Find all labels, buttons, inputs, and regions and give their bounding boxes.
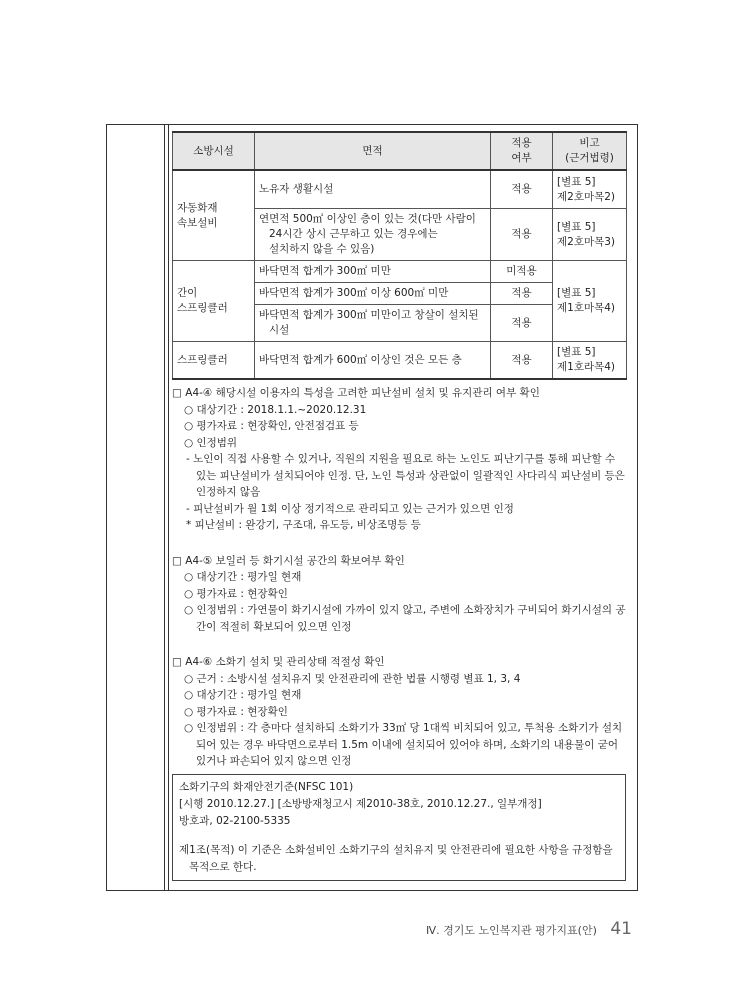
section-a4-6	[172, 654, 628, 881]
area-cell: 바닥면적 합계가 300㎡ 미만이고 창살이 설치된 시설	[255, 305, 491, 342]
applies-cell: 미적용	[491, 261, 553, 283]
area-cell: 바닥면적 합계가 600㎡ 이상인 것은 모든 층	[255, 342, 491, 380]
scope-item: ○ 인정범위	[184, 436, 238, 449]
regulation-date: [시행 2010.12.27.] [소방방재청고시 제2010-38호, 2010.12.27., 일부개정]	[179, 797, 542, 810]
scope-item: ○ 인정범위 : 가연물이 화기시설에 가까이 있지 않고, 주변에 소화장치가 구비되어 화기시설의 공간이 적절히 확보되어 있으면 인정	[184, 604, 626, 633]
regulation-title: 소화기구의 화재안전기준(NFSC 101)	[179, 780, 354, 793]
note-cell: [별표 5] 제2호마목2)	[553, 170, 627, 209]
header-area: 면적	[255, 132, 491, 170]
section-a4-4	[172, 385, 628, 534]
table-header-row	[173, 132, 627, 170]
header-note: 비고 (근거법령)	[553, 132, 627, 170]
header-applies: 적용 여부	[491, 132, 553, 170]
note-cell: [별표 5] 제1호마목4)	[553, 261, 627, 342]
note-cell: [별표 5] 제1호라목4)	[553, 342, 627, 380]
page-number: 41	[610, 919, 632, 939]
material-item: ○ 평가자료 : 현장확인	[184, 587, 288, 600]
applies-cell: 적용	[491, 170, 553, 209]
regulation-contact: 방호과, 02-2100-5335	[179, 814, 291, 827]
fire-facility-table	[172, 131, 627, 380]
table-row	[173, 261, 627, 283]
frame-divider	[164, 125, 165, 890]
basis-item: ○ 근거 : 소방시설 설치유지 및 안전관리에 관한 법률 시행령 별표 1, 3, 4	[184, 672, 521, 685]
page-footer	[426, 919, 632, 939]
applies-cell: 적용	[491, 283, 553, 305]
regulation-article-cont: 목적으로 한다.	[189, 860, 257, 873]
material-item: ○ 평가자료 : 현장확인	[184, 705, 288, 718]
scope-note: * 피난설비 : 완강기, 구조대, 유도등, 비상조명등 등	[186, 519, 421, 531]
area-cell: 연면적 500㎡ 이상인 층이 있는 것(다만 사람이 24시간 상시 근무하고 있는 경우에는 설치하지 않을 수 있음)	[255, 209, 491, 261]
period-item: ○ 대상기간 : 평가일 현재	[184, 689, 302, 701]
applies-cell: 적용	[491, 209, 553, 261]
header-facility: 소방시설	[173, 132, 255, 170]
applies-cell: 적용	[491, 305, 553, 342]
table-row	[173, 170, 627, 209]
facility-cell: 자동화재 속보설비	[173, 170, 255, 261]
area-cell: 바닥면적 합계가 300㎡ 미만	[255, 261, 491, 283]
regulation-box	[172, 774, 626, 881]
note-cell: [별표 5] 제2호마목3)	[553, 209, 627, 261]
facility-cell: 스프링클러	[173, 342, 255, 380]
period-item: ○ 대상기간 : 평가일 현재	[184, 571, 302, 583]
applies-cell: 적용	[491, 342, 553, 380]
footer-title: Ⅳ. 경기도 노인복지관 평가지표(안)	[426, 924, 597, 937]
scope-item: ○ 인정범위 : 각 층마다 설치하되 소화기가 33㎡ 당 1대씩 비치되어 있고, 투척용 소화기가 설치되어 있는 경우 바닥면으로부터 1.5m 이내에 설치되어 있어야 하며, 소화기의 내용물이 굳어있거나 파손되어 있지 않으면 인정	[184, 722, 623, 767]
period-item: ○ 대상기간 : 2018.1.1.~2020.12.31	[184, 403, 367, 416]
section-title: □ A4-⑤ 보일러 등 화기시설 공간의 확보여부 확인	[172, 554, 405, 567]
material-item: ○ 평가자료 : 현장확인, 안전점검표 등	[184, 420, 359, 432]
area-cell: 바닥면적 합계가 300㎡ 이상 600㎡ 미만	[255, 283, 491, 305]
section-title: □ A4-④ 해당시설 이용자의 특성을 고려한 피난설비 설치 및 유지관리 여부 확인	[172, 387, 540, 399]
section-a4-5	[172, 553, 628, 636]
main-content	[172, 385, 628, 900]
section-title: □ A4-⑥ 소화기 설치 및 관리상태 적절성 확인	[172, 656, 385, 668]
facility-cell: 간이 스프링클러	[173, 261, 255, 342]
area-cell: 노유자 생활시설	[255, 170, 491, 209]
frame-divider	[168, 125, 169, 890]
table-row	[173, 342, 627, 380]
scope-detail: - 노인이 직접 사용할 수 있거나, 직원의 지원을 필요로 하는 노인도 피난기구를 통해 피난할 수 있는 피난설비가 설치되어야 인정. 단, 노인 특성과 상관없이 일괄적인 사다리식 피난설비 등은 인정하지 않음	[186, 453, 625, 498]
regulation-article: 제1조(목적) 이 기준은 소화설비인 소화기구의 설치유지 및 안전관리에 필요한 사항을 규정함을	[179, 843, 613, 856]
scope-detail: - 피난설비가 월 1회 이상 정기적으로 관리되고 있는 근거가 있으면 인정	[186, 502, 514, 515]
